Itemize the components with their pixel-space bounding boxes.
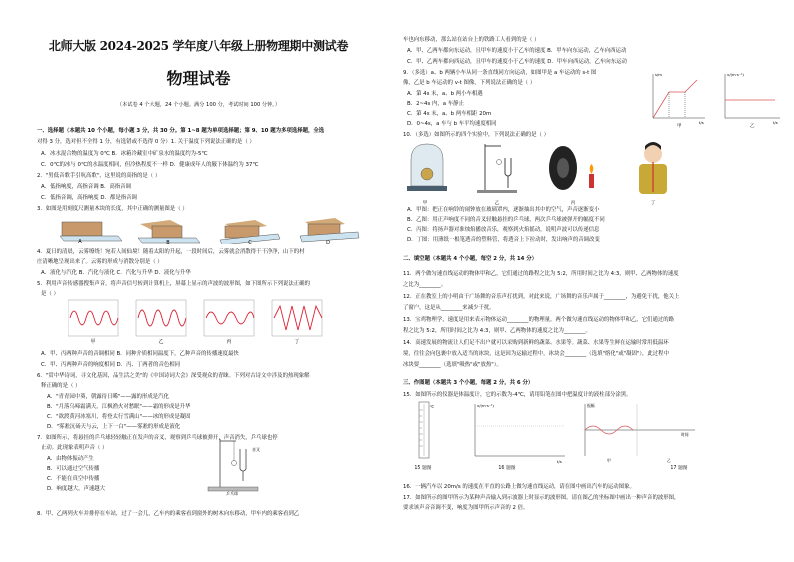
q13-line-2: 程之比为 5:2，所用时间之比为 4:3，则甲、乙两物体的速度之比为________。: [403, 328, 591, 334]
q14-line-3: 冰块要________（选填"吸热"或"放热"）。: [403, 362, 502, 368]
q9-graphs: [645, 70, 785, 128]
q3-option-a-figure: [60, 222, 122, 241]
q12-line-2: 了窗户，这是从________来减少干扰。: [403, 305, 495, 311]
q16-axis-v: v/(m·s⁻¹): [477, 403, 494, 408]
q7-option-c: C．不能在真空中传播: [47, 476, 100, 482]
q16-vt-axes: [475, 404, 565, 456]
q10-tuning-fork: [477, 144, 517, 193]
q15-unit: ℃: [430, 404, 435, 409]
q14-line-2: 境，往往会向包裹中放入适当的冰块，这是因为运输过程中，冰块会________（选填"熔化"或"凝固"），此过程中: [403, 351, 669, 357]
q6-option-c: C．"欲渡黄河冰塞川，将登太行雪满山"——冰的形成是凝固: [47, 414, 191, 420]
q9-option-c: C．第 4s 末，a、b 两车相距 20m: [407, 111, 492, 117]
q6-line: 6．"赏中华诗词，寻文化基因，品生活之美"的《中国诗词大会》深受观众的青睐。下列对古诗文中涉及的热现象解: [37, 373, 310, 379]
q2-line: 2．"男低音歌手引吭高歌"，这里说的高指的是（ ）: [37, 173, 161, 179]
q10-option-b: B．乙图：用正声响度不同的音叉轻触悬挂的乒乓球，两次乒乓球被弹开的幅度不同: [407, 217, 605, 223]
q17-line: 17．如图所示的图甲所示为某种声音输入到示波器上时显示的波形图。请在图乙的坐标图中画出一种声音的波形图，: [403, 495, 680, 501]
q16-axis-t: t/s: [557, 459, 562, 464]
q17-axis-time: 时间: [681, 432, 689, 437]
q15-17-figures: [405, 400, 705, 472]
section-2-header: 二、填空题（本题共 4 个小题，每空 2 分，共 14 分）: [403, 256, 538, 262]
q14-line: 14．高速发展的物流让人们足不出户就可以采购到新鲜的蔬菜、水果等。蔬菜、水果等生鲜在运输时常用低温环: [403, 340, 669, 346]
q7-option-b: B．可以通过空气传播: [47, 466, 100, 472]
q5-line-2: 是（ ）: [41, 291, 59, 297]
q10-option-c: C．丙图：将扬声器对准烛焰播放音乐，观察到火焰摇动，说明声波可以传递信息: [407, 227, 600, 233]
q7-label-fork: 音叉: [252, 447, 260, 452]
q5-line: 5．利用声音传感器搜集声音，将声音信号转到计算机上，屏幕上显示的声波的波形图，如下图所示下列说法正确的: [37, 281, 310, 287]
q10-option-a: A．甲图：把正在响铃的闹钟放在玻璃罩内，逐渐抽出其中的空气，声音逐渐变小: [407, 207, 600, 213]
fig-label-16: 16 题图: [498, 466, 516, 471]
q17-label-yi: 乙: [667, 458, 671, 463]
q9-option-d: D．0~4s，a 车与 b 车平均速度相同: [407, 121, 497, 127]
q10-label-2: 乙: [494, 201, 500, 206]
q3-option-d-figure: [300, 218, 359, 242]
q4-options: A．液化与汽化 B．汽化与液化 C．汽化与升华 D．液化与升华: [41, 270, 191, 276]
q17-wave-axes: [585, 404, 695, 456]
q2-options-ab: A．低指响度，高指音调 B．高指音调: [41, 184, 131, 190]
q17-axis-amp: 振幅: [587, 403, 595, 408]
q4-line: 4．夏日的清晨，云雾缭绕！宛若人间仙境！随着太阳的升起，一段时间后，云雾就会消散得干干净净，山下的村: [37, 249, 305, 255]
q9-line: 9．（多选）a、b 两辆小车从同一条直线同方向运动，如图甲是 a 车运动的 s-t 图: [403, 70, 597, 76]
q10-label-1: 甲: [422, 201, 428, 206]
q9-axis-t1: t/s: [699, 120, 704, 125]
q11-line-2: 之比为________。: [403, 282, 447, 288]
q10-option-d: D．丁图：用薄纸一根笔透音的塑料管，将透音上下拉动时，发出响声的音调改变: [407, 237, 600, 243]
q6-line-2: 释正确的是（ ）: [41, 383, 81, 389]
q5-options-ab: A．甲、丙两种声音的音调相同 B．同种介质相同温度下，乙种声音的传播速度最快: [41, 351, 239, 357]
q16-line: 16．一辆汽车以 20m/s 的速度在平直的公路上做匀速直线运动，请在图中画出汽车的运动图象。: [403, 484, 635, 490]
q5-options-cd: C．甲、丙两种声音的响度相同 D．丙、丁两者的音色相同: [41, 362, 181, 368]
q15-thermometer: [419, 402, 434, 458]
q10-speaker-candle: [549, 146, 594, 190]
q10-line: 10．（多选）如图所示的四个实验中，下列说法正确的是（ ）: [403, 132, 550, 138]
q6-option-b: B．"月落乌啼霜满天，江枫渔火对愁眠"——霜的形成是升华: [47, 404, 191, 410]
q10-bell-jar: [407, 144, 447, 191]
q3-line: 3．如图是用刻度尺测量木块的长度，其中正确的测量图是（ ）: [37, 206, 188, 212]
q17-label-jia: 甲: [607, 458, 611, 463]
q6-option-a: A．"青青园中葵，朝露待日晞"——露的形成是汽化: [47, 394, 169, 400]
q9-label-yi: 乙: [750, 124, 755, 128]
q7-tuning-fork-figure: [200, 435, 270, 497]
q3-label-c: C: [248, 240, 252, 244]
q4-line-2: 庄清晰地呈现出来了。云雾的形成与消散分别是（ ）: [37, 259, 163, 265]
q9-option-b: B．2~4s 内，a 车静止: [407, 101, 464, 107]
exam-subtitle: 物理试卷: [166, 69, 231, 88]
q1-options-cd: C．0℃的冰与 0℃的水温度相同，但冷热程度不一样 D．健康成年人的腋下体温约为 37℃: [41, 162, 259, 168]
q1-options-ab: A．冰水混合物的温度为 0℃ B．冰箱冷藏室中矿泉水的温度约为-5℃: [41, 151, 208, 157]
q3-label-d: D: [326, 240, 330, 244]
q5-waveforms: [68, 298, 328, 344]
q15-line: 15．如图所示的仪器是体温度计，它的示数为-4℃，请用铅笔在图中把温度计的液柱部分涂黑。: [403, 392, 632, 398]
q7-line: 7．如图所示，将悬挂的乒乓球轻轻触正在发声的音叉，观察到乒乓球被弹开，声音消失，乒乓球也停: [37, 435, 278, 441]
q10-person-tube: [639, 142, 667, 194]
q7-line-2: 止动。此现象表明声音（ ）: [41, 445, 108, 451]
q9-axis-v: v/(m·s⁻¹): [727, 72, 744, 77]
q7-option-a: A．由物体振动产生: [47, 456, 94, 462]
exam-title: 北师大版 2024-2025 学年度八年级上册物理期中测试卷: [48, 39, 349, 53]
fig-label-17: 17 题图: [670, 466, 688, 471]
section-1-header: 一、选择题（本题共 10 个小题，每小题 3 分，共 30 分。第 1~8 题为单项选择题；第 9、10 题为多项选择题，全选: [37, 128, 325, 134]
q7-option-d: D．响度越大，声速越大: [47, 486, 106, 492]
q9-axis-t2: t/s: [773, 120, 778, 125]
q13-line: 13．宝鸡物理学，速度是用来表示物体运动________的物理量。两个做匀速直线运动的物体甲和乙，它们通过的路: [403, 317, 675, 323]
q8-options-cd: C．甲、乙两车都向西运动，且甲车的速度小于乙车的速度 D．甲车向西运动，乙车向东运动: [407, 59, 627, 65]
q9-axis-s: s/m: [655, 72, 662, 77]
q9-option-a: A．第 4s 末，a、b 两小车相遇: [407, 91, 483, 97]
exam-note: （本试卷 4 个大题，24 个小题。满分 100 分，考试时间 100 分钟。）: [116, 102, 281, 108]
right-column: [397, 0, 794, 562]
q2-options-cd: C．低指音调，高指响度 D．都是指音调: [41, 195, 137, 201]
q8-line: 8．甲、乙两列火车并排停在车站，过了一会儿，乙车内的乘客看到窗外的树木向东移动，甲车内的乘客看到乙: [37, 511, 300, 517]
section-3-header: 三、作图题（本题共 3 个小题，每题 2 分，共 6 分）: [403, 380, 534, 386]
q3-ruler-figures: [60, 216, 360, 244]
q17-line-2: 要求该声音音调不变，响度为图甲所示声音的 2 倍。: [403, 505, 529, 511]
q5-label-2: 乙: [158, 339, 164, 344]
q12-line: 12．正在教室上的小明由于广场舞的音乐声打扰到，对此来说，广场舞的音乐声属于________，为避免干扰，他关上: [403, 294, 680, 300]
q5-label-3: 丙: [226, 339, 232, 344]
q8-options-ab: A．甲、乙两车都向东运动，且甲车的速度小于乙车的速度 B．甲车向东运动，乙车向西运动: [407, 48, 627, 54]
fig-label-15: 15 题图: [414, 466, 432, 471]
q5-label-1: 甲: [90, 339, 96, 344]
q9-line-2: 像，乙是 b 车运动的 v-t 图像，下列说法正确的是（ ）: [403, 80, 536, 86]
q10-label-3: 丙: [570, 201, 576, 206]
q10-label-4: 丁: [650, 201, 656, 206]
q3-label-b: B: [166, 240, 170, 244]
q7-label-ball: 乒乓球: [226, 491, 238, 496]
q9-label-jia: 甲: [677, 124, 682, 128]
q1-line: 对得 3 分，选对但不全得 1 分，有选错或不选得 0 分）1. 关于温度下列说法正确的是（ ）: [37, 139, 255, 145]
q8-line-2: 车也向东移动，那么站在站台上的铁路工人看到的是（ ）: [403, 37, 540, 43]
q11-line: 11．两个做匀速直线运动的物体甲和乙，它们通过的路程之比为 5:2，所用时间之比为 4:3，则甲、乙两物体的速度: [403, 271, 679, 277]
q10-experiments: [405, 140, 705, 198]
q5-label-4: 丁: [294, 339, 300, 344]
q6-option-d: D．"雾凇沆砀天与云，上下一白"——雾凇的形成是液化: [47, 424, 181, 430]
q3-label-a: A: [78, 239, 82, 244]
